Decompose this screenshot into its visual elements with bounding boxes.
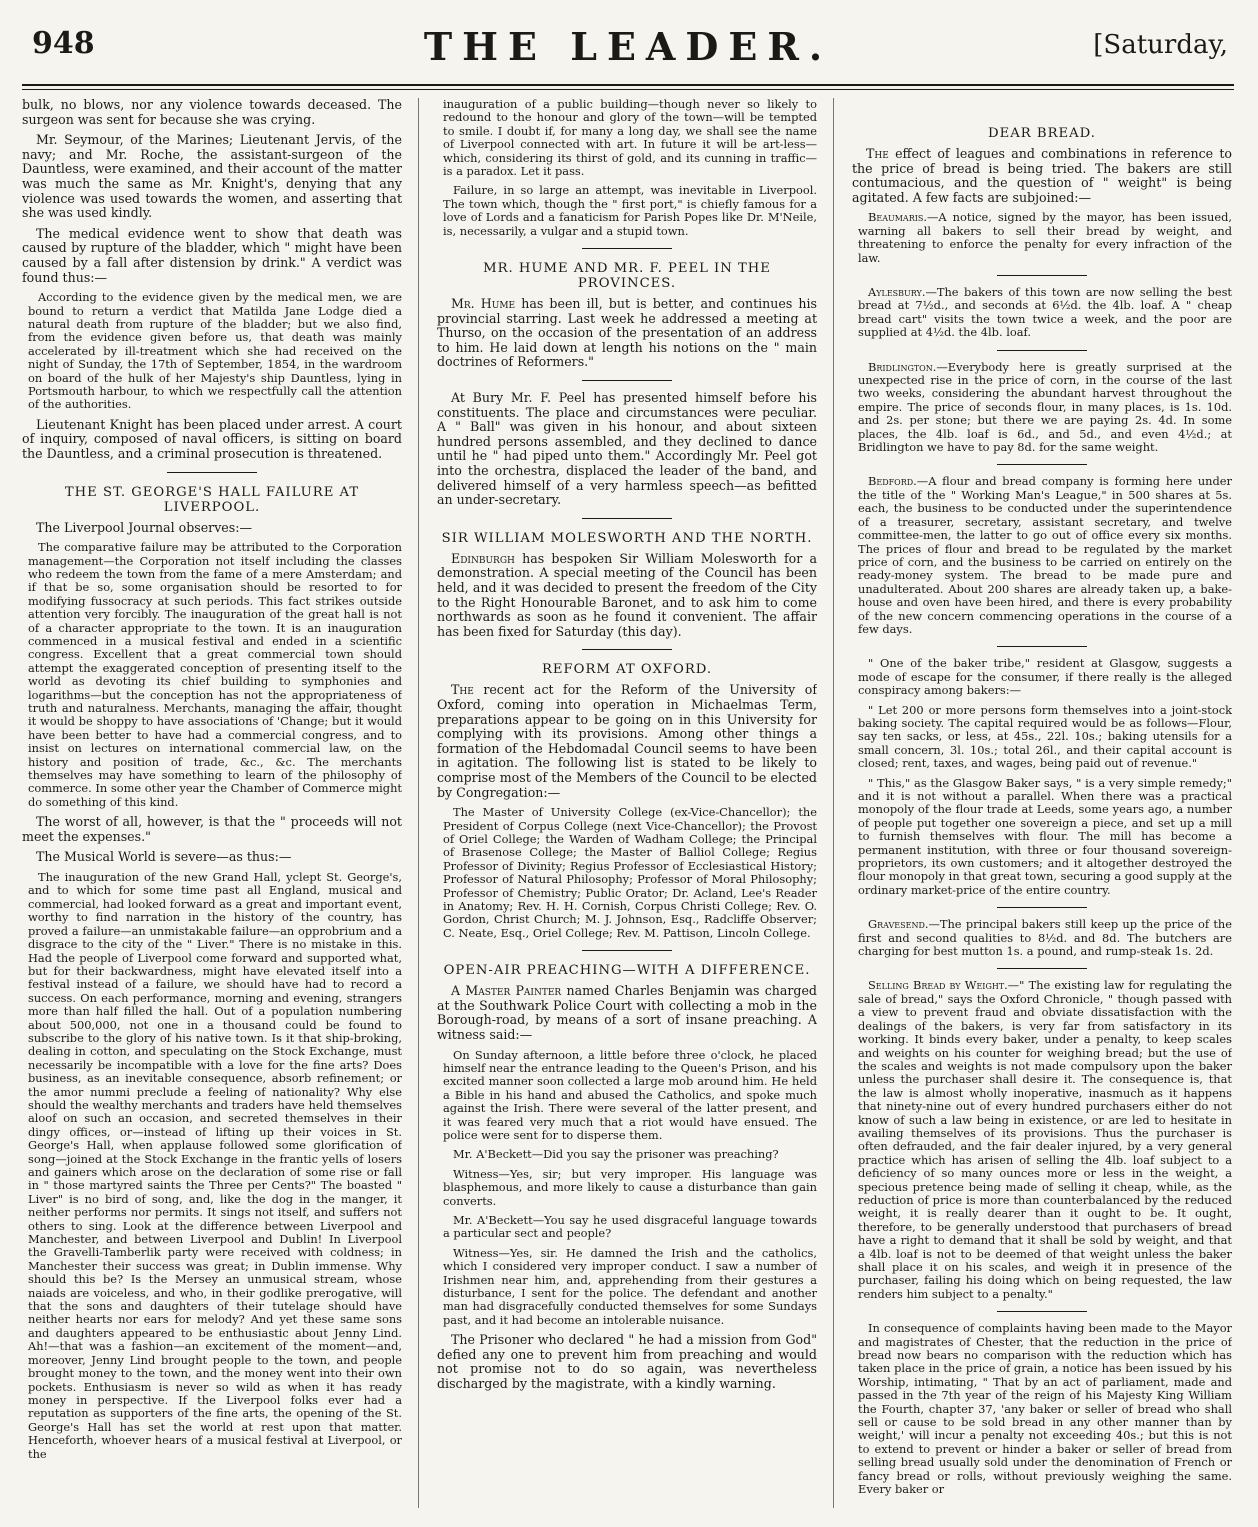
column-divider <box>418 98 419 1508</box>
paragraph: The medical evidence went to show that death was caused by rupture of the bladder, which " might have been caused by a fall after distension by drink." A verdict was found thus:— <box>22 225 402 285</box>
section-separator <box>582 649 672 650</box>
report-text: —The principal bakers still keep up the price of the first and second qualities to 8½d. and 8d. The butchers are charging for best mutton 1s. a pound, and rump-steak 1s. 2d. <box>858 917 1232 959</box>
lead-words: Edinburgh <box>451 550 515 566</box>
testimony: On Sunday afternoon, a little before three o'clock, he placed himself near the entrance leading to the Queen's Prison, and his excited manner soon collected a large mob around him. He held a Bible in his hand and abused the Catholics, and spoke much against the Irish. There were several of the latter present, and it was feared very much that a riot would have ensued. The police were sent for to disperse them. <box>443 1047 817 1142</box>
page-number: 948 <box>32 26 95 61</box>
quoted-passage: " This," as the Glasgow Baker says, " is a very simple remedy;" and it is not without a parallel. When there was a practical monopoly of the flour trade at Leeds, some years ago, a number of people put together one sovereign a piece, and set up a mill to furnish themselves with flour. The mill has become a permanent institution, with three or four thousand sovereign-proprietors, its own customers; and it altogether destroyed the flour monopoly in that great town, securing a good supply at the ordinary market-price of the entire country. <box>858 775 1232 897</box>
lead-words: The <box>451 682 474 698</box>
article-heading: THE ST. GEORGE'S HALL FAILURE AT LIVERPOOL. <box>64 484 360 515</box>
column-3 <box>852 98 1232 1516</box>
report-text: —A flour and bread company is forming here under the title of the " Working Man's League," in 500 shares at 5s. each, the business to be conducted under the superintendence of a treasurer, secretary, assistant secretary, and twelve committee-men, the latter to go out of office every six months. The prices of flour and bread to be regulated by the market price of corn, and the business to be carried on entirely on the ready-money system. The bread to be made pure and unadulterated. About 200 shares are already taken up, a bake-house and oven have been hired, and there is every probability of the new concern commencing operations in the course of a few days. <box>858 474 1232 636</box>
paragraph-text: named Charles Benjamin was charged at the Southwark Police Court with collecting a mob in the Borough-road, by means of a sort of insane preaching. A witness said:— <box>437 983 817 1042</box>
quoted-passage: Failure, in so large an attempt, was inevitable in Liverpool. The town which, though the " first port," is chiefly famous for a love of Lords and a fanaticism for Parish Popes like Dr. M'Neile, is, necessarily, a vulgar and a stupid town. <box>443 183 817 238</box>
section-separator <box>997 350 1087 351</box>
verdict-quote: According to the evidence given by the medical men, we are bound to return a verdict that Matilda Jane Lodge died a natural death from rupture of the bladder; but we also find, from the evidence given before us, that death was mainly accelerated by ill-treatment which she had received on the night of Sunday, the 17th of September, 1854, in the wardroom on board of the hulk of her Majesty's ship Dauntless, lying in Portsmouth harbour, to which we respectfully call the attention of the authorities. <box>28 290 402 412</box>
column-2 <box>437 98 817 1516</box>
article-heading: REFORM AT OXFORD. <box>541 662 713 678</box>
report-text: In consequence of complaints having been made to the Mayor and magistrates of Chester, that the reduction in the price of bread now bears no comparison with the reduction which has taken place in the price of grain, a notice has been issued by his Worship, intimating, " That by an act of parliament, made and passed in the 7th year of the reign of his Majesty King William the Fourth, chapter 37, 'any baker or seller of bread who shall sell or cause to be sold bread in any other manner than by weight,' will incur a penalty not exceeding 40s.; but this is not to extend to prevent or hinder a baker or seller of bread from selling bread usually sold under the denomination of French or fancy bread or rolls, without previously weighing the same. Every baker or <box>858 1321 1232 1497</box>
place-name: Beaumaris. <box>868 210 927 225</box>
place-name: Aylesbury. <box>868 285 926 299</box>
section-separator <box>997 646 1087 647</box>
section-separator <box>582 380 672 381</box>
topic-name: Selling Bread by Weight. <box>868 978 1008 993</box>
section-separator <box>997 1311 1087 1312</box>
paragraph-text: effect of leagues and combinations in reference to the price of bread is being tried. The bakers are still contumacious, and the question of " weight" is being agitated. A few facts are subjoined:— <box>852 146 1232 205</box>
newspaper-title: THE LEADER. <box>423 24 833 69</box>
column-1 <box>22 98 402 1516</box>
paragraph: Mr. Seymour, of the Marines; Lieutenant Jervis, of the navy; and Mr. Roche, the assistant-surgeon of the Dauntless, were examined, and their account of the matter was much the same as Mr. Knight's, denying that any violence was used towards the women, and asserting that she was used kindly. <box>22 132 402 221</box>
quoted-passage: The inauguration of the new Grand Hall, yclept St. George's, and to which for some time past all England, musical and commercial, had looked forward as a great and important event, worthy to find narration in the history of the country, has proved a failure—an unmistakable failure—an opprobrium and a disgrace to the city of the " Liver." There is no mistake in this. Had the people of Liverpool come forward and supported what, but for their backwardness, might have elevated itself into a festival instead of a failure, we should have had to record a success. On each performance, morning and evening, strangers more than half filled the hall. Out of a population numbering about 500,000, not one in a thousand could be found to subscribe to the glory of his native town. Is it that ship-broking, dealing in cotton, and speculating on the Stock Exchange, must necessarily be incompatible with a love for the fine arts? Does business, as an inevitable consequence, absorb refinement; or the amor nummi preclude a feeling of nationality? Why else should the wealthy merchants and traders have held themselves aloof on such an occasion, and secreted themselves in their dingy offices, or—instead of lifting up their voices in St. George's Hall, when applause followed some glorification of song—joined at the Stock Exchange in the frantic yells of losers and gainers which arose on the declaration of some rise or fall in " those martyred saints the Three per Cents?" The boasted " Liver" is no bird of song, and, like the dog in the manger, it neither performs nor permits. It sings not itself, and suffers not others to sing. Look at the difference between Liverpool and Manchester, and between Liverpool and Dublin! In Liverpool the Gravelli-Tamberlik party were received with coldness; in Manchester their success was great; in Dublin immense. Why should this be? Is the Mersey an unmusical stream, whose naiads are voiceless, and who, in their godlike prerogative, will that the sons and daughters of their tutelage should have neither hearts nor ears for melody? And yet these same sons and daughters appeared to be enthusiastic about Jenny Lind. Ah!—that was a fashion—an excitement of the moment—and, moreover, Jenny Lind brought people to the town, and people brought money to the town, and the money went into their own pockets. Enthusiasm is never so wild as when it has ready money in perspective. If the Liverpool folks ever had a reputation as supporters of the fine arts, the opening of the St. George's Hall has set the world at rest upon that matter. Henceforth, whoever hears of a musical festival at Liverpool, or the <box>28 870 402 1461</box>
paragraph-text: recent act for the Reform of the University of Oxford, coming into operation in Michaelmas Term, preparations appear to be going on in this University for complying with its provisions. Among other things a formation of the Hebdomadal Council seems to have been in agitation. The following list is stated to be likely to comprise most of the Members of the Council to be elected by Congregation:— <box>437 682 817 800</box>
article-heading: OPEN-AIR PREACHING—WITH A DIFFERENCE. <box>443 963 811 979</box>
testimony: Mr. A'Beckett—Did you say the prisoner was preaching? <box>453 1147 779 1162</box>
section-separator <box>997 464 1087 465</box>
quoted-passage: The comparative failure may be attributed to the Corporation management—the Corporation not itself including the classes who redeem the town from the fame of a mere Amsterdam; and if that be so, some organisation should be resorted to for modifying fussocracy at such periods. This fact strikes outside attention very forcibly. The inauguration of the great hall is not of a character appropriate to the town. It is an inauguration commenced in a musical festival and ended in a scientific congress. Excellent that a great commercial town should attempt the exaggerated conception of presenting itself to the world as devoting its chief building to symphonies and logarithms—but the conception has not the appropriateness of truth and naturalness. Merchants, managing the affair, thought it would be shoppy to have associations of 'Change; but it would have been better to have had a commercial congress, and to insist on lectures on international commercial law, on the history and position of trade, &c., &c. The merchants themselves may have something to learn of the philosophy of commerce. In some other year the Chamber of Commerce might do something of this kind. <box>28 540 402 809</box>
paragraph: At Bury Mr. F. Peel has presented himself before his constituents. The place and circumstances were peculiar. A " Ball" was given in his honour, and about sixteen hundred persons assembled, and they declined to dance until he " had piped unto them." Accordingly Mr. Peel got into the orchestra, displaced the leader of the band, and delivered himself of a very harmless speech—as befitted an under-secretary. <box>437 390 817 508</box>
report-text: —The bakers of this town are now selling the best bread at 7½d., and seconds at 6½d. the 4lb. loaf. A " cheap bread cart" visits the town twice a week, and the poor are supplied at 4½d. the 4lb. loaf. <box>858 285 1232 340</box>
lead-words: The <box>866 146 889 161</box>
lead-words: A Master Painter <box>451 983 562 999</box>
paragraph-text: has been ill, but is better, and continues his provincial starring. Last week he addressed a meeting at Thurso, on the occasion of the presentation of an address to him. He laid down at length his notions on the " main doctrines of Reformers." <box>437 296 817 370</box>
section-separator <box>582 518 672 519</box>
quoted-passage: " Let 200 or more persons form themselves into a joint-stock baking society. The capital required would be as follows—Flour, say ten sacks, or less, at 45s., 22l. 10s.; baking utensils for a small concern, 3l. 10s.; total 26l., and their capital account is closed; rent, taxes, and wages, being paid out of revenue." <box>858 702 1232 771</box>
report-text: —A notice, signed by the mayor, has been issued, warning all bakers to sell their bread by weight, and threatening to enforce the penalty for every infraction of the law. <box>858 210 1232 265</box>
paragraph: The Prisoner who declared " he had a mission from God" defied any one to prevent him from preaching and would not promise not to do so again, was nevertheless discharged by the magistrate, with a kindly warning. <box>437 1332 817 1392</box>
paragraph: The Liverpool Journal observes:— <box>36 519 253 535</box>
article-heading: DEAR BREAD. <box>988 126 1096 141</box>
testimony: Witness—Yes, sir. He damned the Irish and the catholics, which I considered very improper conduct. I saw a number of Irishmen near him, and, apprehending from their gestures a disturbance, I sent for the police. The defendant and another man had disgracefully conducted themselves for some Sundays past, and it had become an intolerable nuisance. <box>443 1245 817 1327</box>
report-text: —" The existing law for regulating the sale of bread," says the Oxford Chronicle, " though passed with a view to prevent fraud and obviate dissatisfaction with the dealings of the bakers, is very far from satisfactory in its working. It binds every baker, under a penalty, to keep scales and weights on his counter for weighing bread; but the use of the scales and weights is not made compulsory upon the baker unless the purchaser shall desire it. The consequence is, that the law is almost wholly inoperative, inasmuch as it happens that ninety-nine out of every hundred purchasers either do not know of such a law being in existence, or are led to hesitate in availing themselves of its provisions. Thus the purchaser is often defrauded, and the fair dealer injured, by a very general practice which has arisen of selling the 4lb. loaf subject to a deficiency of so many ounces more or less in the weight, a specious pretence being made of selling it cheap, while, as the reduction of price is more than counterbalanced by the reduced weight, it is really dearer than it ought to be. It ought, therefore, to be generally understood that purchasers of bread have a right to demand that it shall be sold by weight, and that a 4lb. loaf is not to be deemed of that weight unless the baker shall place it on his scales, and weigh it in presence of the purchaser, failing his doing which on being requested, the law renders him subject to a penalty." <box>858 978 1232 1301</box>
paragraph: The worst of all, however, is that the " proceeds will not meet the expenses." <box>22 814 402 844</box>
place-name: Bridlington. <box>868 359 937 374</box>
paragraph: Lieutenant Knight has been placed under arrest. A court of inquiry, composed of naval officers, is sitting on board the Dauntless, and a criminal prosecution is threatened. <box>22 416 402 461</box>
section-separator <box>582 248 672 249</box>
testimony: Witness—Yes, sir; but very improper. His language was blasphemous, and more likely to cause a disturbance than gain converts. <box>443 1166 817 1208</box>
report-text: —Everybody here is greatly surprised at the unexpected rise in the price of corn, in the course of the last two weeks, considering the abundant harvest throughout the empire. The price of seconds flour, in many places, is 1s. 10d. and 2s. per stone; but there we are paying 2s. 4d. In some places, the 4lb. loaf is 6d., and 5d., and even 4½d.; at Bridlington we have to pay 8d. for the same weight. <box>858 359 1232 455</box>
masthead-rule-thin <box>22 89 1234 90</box>
place-name: Bedford. <box>868 474 917 489</box>
place-name: Gravesend. <box>868 917 929 932</box>
masthead-rule <box>22 84 1234 86</box>
section-separator <box>997 275 1087 276</box>
paragraph: The Musical World is severe—as thus:— <box>36 849 292 865</box>
paragraph-text: has bespoken Sir William Molesworth for a demonstration. A special meeting of the Council has been held, and it was decided to present the freedom of the City to the Right Honourable Baronet, and to ask him to come northwards as soon as he found it convenient. The affair has been fixed for Saturday (this day). <box>437 550 817 639</box>
column-divider <box>833 98 834 1508</box>
lead-words: Mr. Hume <box>451 296 516 312</box>
section-separator <box>167 472 257 473</box>
day-label: [Saturday, <box>1093 30 1228 60</box>
section-separator <box>997 968 1087 969</box>
section-separator <box>997 907 1087 908</box>
council-list: The Master of University College (ex-Vice-Chancellor); the President of Corpus College (next Vice-Chancellor); the Provost of Oriel College; the Warden of Wadham College; the Principal of Brasenose College; the Master of Balliol College; Regius Professor of Divinity; Regius Professor of Ecclesiastical History; Professor of Natural Philosophy; Professor of Moral Philosophy; Professor of Chemistry; Public Orator; Dr. Acland, Lee's Reader in Anatomy; Rev. H. H. Cornish, Corpus Christi College; Rev. O. Gordon, Christ Church; M. J. Johnson, Esq., Radcliffe Observer; C. Neate, Esq., Oriel College; Rev. M. Pattison, Lincoln College. <box>443 805 817 940</box>
section-separator <box>582 950 672 951</box>
testimony: Mr. A'Beckett—You say he used disgraceful language towards a particular sect and people? <box>443 1213 817 1241</box>
quoted-passage: inauguration of a public building—though never so likely to redound to the honour and glory of the town—will be tempted to smile. I doubt if, for many a long day, we shall see the name of Liverpool connected with art. In future it will be art-less—which, considering its thirst of gold, and its cunning in traffic—is a paradox. Let it pass. <box>443 98 817 179</box>
masthead <box>22 12 1234 72</box>
paragraph: bulk, no blows, nor any violence towards deceased. The surgeon was sent for because she was crying. <box>22 98 402 127</box>
article-heading: SIR WILLIAM MOLESWORTH AND THE NORTH. <box>441 530 813 546</box>
quoted-passage: " One of the baker tribe," resident at Glasgow, suggests a mode of escape for the consumer, if there really is the alleged conspiracy among bakers:— <box>858 656 1232 698</box>
article-heading: MR. HUME AND MR. F. PEEL IN THE PROVINCES. <box>483 261 771 292</box>
